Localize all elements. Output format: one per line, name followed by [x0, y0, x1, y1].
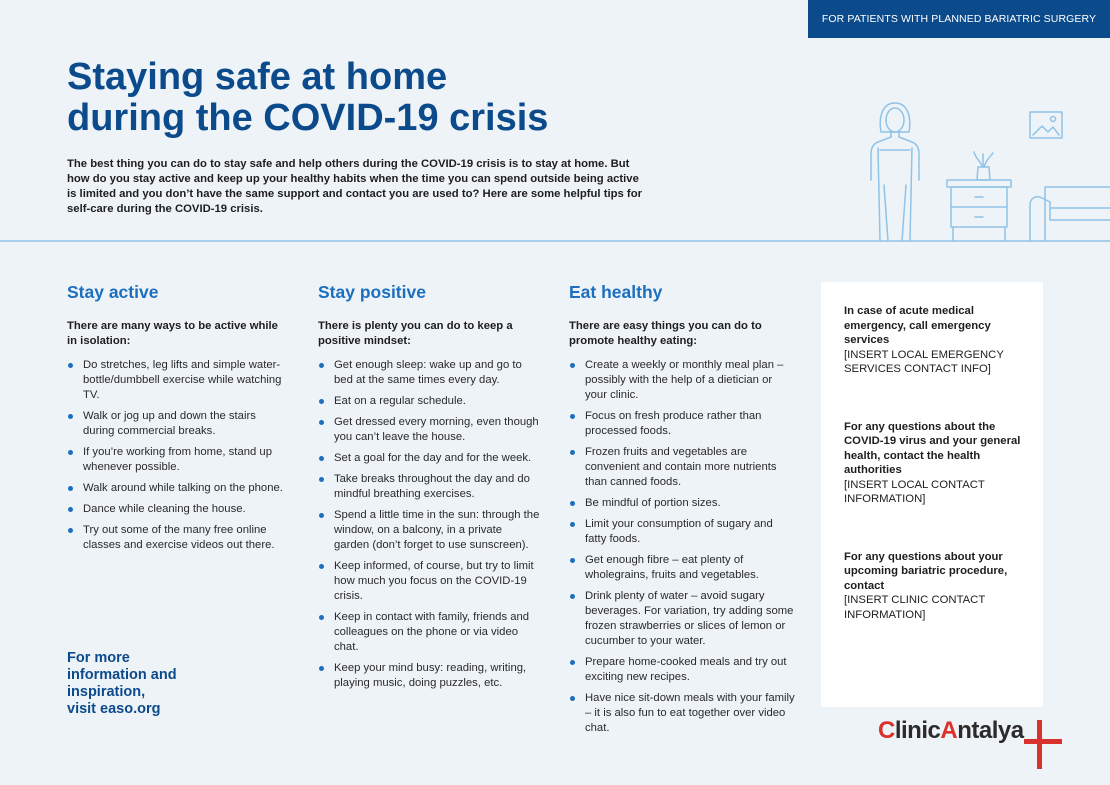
list-item: Focus on fresh produce rather than processed foods.: [569, 409, 795, 439]
emergency-contact: [844, 304, 1021, 377]
eat-healthy-heading: Eat healthy: [569, 282, 663, 302]
bullet-icon: [570, 660, 575, 665]
list-item: Prepare home-cooked meals and try out exciting new recipes.: [569, 655, 795, 685]
list-item: Set a goal for the day and for the week.: [318, 451, 540, 466]
more-info-link[interactable]: For more information and inspiration, visit easo.org: [67, 650, 177, 717]
bullet-icon: [68, 414, 73, 419]
bullet-icon: [570, 594, 575, 599]
eat-healthy-column: [569, 282, 795, 742]
contact-heading: For any questions about the COVID-19 virus and your general health, contact the health authorities: [844, 420, 1021, 476]
bullet-icon: [570, 363, 575, 368]
list-item: Try out some of the many free online classes and exercise videos out there.: [67, 523, 289, 553]
logo-wordmark: ClinicAntalya: [878, 717, 1024, 744]
picture-frame-icon: [1030, 112, 1062, 138]
list-item: Eat on a regular schedule.: [318, 394, 540, 409]
list-item: Get enough fibre – eat plenty of wholegrains, fruits and vegetables.: [569, 553, 795, 583]
bullet-icon: [570, 501, 575, 506]
list-item: Walk around while talking on the phone.: [67, 481, 289, 496]
list-item: Do stretches, leg lifts and simple water-bottle/dumbbell exercise while watching TV.: [67, 358, 289, 403]
clinic-contact: [844, 550, 1021, 623]
health-authority-contact: [844, 420, 1021, 507]
stay-active-heading: Stay active: [67, 282, 159, 302]
bullet-icon: [68, 486, 73, 491]
bullet-icon: [570, 696, 575, 701]
list-item: Get enough sleep: wake up and go to bed at the same times every day.: [318, 358, 540, 388]
list-item: Dance while cleaning the house.: [67, 502, 289, 517]
clinic-logo: [878, 713, 1068, 773]
medical-cross-icon: [878, 713, 1068, 773]
list-item: If you’re working from home, stand up whenever possible.: [67, 445, 289, 475]
stay-positive-lead: There is plenty you can do to keep a positive mindset:: [318, 320, 513, 347]
home-illustration: [0, 90, 1110, 250]
list-item: Create a weekly or monthly meal plan – possibly with the help of a dietician or your clinic.: [569, 358, 795, 403]
bullet-icon: [570, 450, 575, 455]
bullet-icon: [68, 363, 73, 368]
bullet-icon: [68, 528, 73, 533]
nightstand-icon: [947, 152, 1011, 241]
list-item: Drink plenty of water – avoid sugary beverages. For variation, try adding some frozen strawberries or slices of lemon or cucumber to your water.: [569, 589, 795, 649]
contact-info: [INSERT LOCAL EMERGENCY SERVICES CONTACT INFO]: [844, 348, 1004, 375]
bullet-icon: [319, 615, 324, 620]
contact-info: [INSERT LOCAL CONTACT INFORMATION]: [844, 478, 985, 505]
list-item: Keep your mind busy: reading, writing, playing music, doing puzzles, etc.: [318, 661, 540, 691]
stay-active-lead: There are many ways to be active while in isolation:: [67, 320, 278, 347]
list-item: Limit your consumption of sugary and fatty foods.: [569, 517, 795, 547]
bullet-icon: [570, 414, 575, 419]
audience-banner: FOR PATIENTS WITH PLANNED BARIATRIC SURGERY: [808, 0, 1110, 38]
intro-paragraph: The best thing you can do to stay safe and help others during the COVID-19 crisis is to stay at home. But how do you stay active and keep up your healthy habits when the time you can spend outside being active is limited and you don’t have the same support and contact you are used to? Here are some helpful tips for self-care during the COVID-19 crisis.: [67, 158, 642, 215]
bullet-icon: [68, 450, 73, 455]
bullet-icon: [319, 666, 324, 671]
bullet-icon: [319, 363, 324, 368]
bullet-icon: [319, 513, 324, 518]
list-item: Have nice sit-down meals with your family – it is also fun to eat together over video chat.: [569, 691, 795, 736]
bullet-icon: [319, 456, 324, 461]
list-item: Walk or jog up and down the stairs during commercial breaks.: [67, 409, 289, 439]
stay-active-column: [67, 282, 289, 559]
bullet-icon: [319, 564, 324, 569]
title-line-2: during the COVID-19 crisis: [67, 97, 549, 139]
bullet-icon: [68, 507, 73, 512]
list-item: Spend a little time in the sun: through the window, on a balcony, in a private garden (don’t forget to use sunscreen).: [318, 508, 540, 553]
woman-figure-icon: [871, 103, 919, 241]
stay-positive-heading: Stay positive: [318, 282, 426, 302]
list-item: Keep in contact with family, friends and colleagues on the phone or via video chat.: [318, 610, 540, 655]
list-item: Be mindful of portion sizes.: [569, 496, 795, 511]
title-line-1: Staying safe at home: [67, 56, 448, 98]
bullet-icon: [319, 399, 324, 404]
list-item: Take breaks throughout the day and do mindful breathing exercises.: [318, 472, 540, 502]
stay-positive-column: [318, 282, 540, 697]
stay-active-list: [67, 358, 289, 553]
eat-healthy-lead: There are easy things you can do to promote healthy eating:: [569, 320, 762, 347]
contact-info: [INSERT CLINIC CONTACT INFORMATION]: [844, 594, 986, 621]
contact-heading: In case of acute medical emergency, call emergency services: [844, 305, 991, 346]
stay-positive-list: [318, 358, 540, 691]
bullet-icon: [319, 477, 324, 482]
bullet-icon: [570, 522, 575, 527]
contact-heading: For any questions about your upcoming bariatric procedure, contact: [844, 550, 1008, 592]
bullet-icon: [570, 558, 575, 563]
list-item: Keep informed, of course, but try to limit how much you focus on the COVID-19 crisis.: [318, 559, 540, 604]
bullet-icon: [319, 420, 324, 425]
list-item: Get dressed every morning, even though you can’t leave the house.: [318, 415, 540, 445]
eat-healthy-list: [569, 358, 795, 736]
list-item: Frozen fruits and vegetables are convenient and contain more nutrients than canned foods.: [569, 445, 795, 490]
contact-panel: [821, 282, 1043, 707]
sofa-icon: [1030, 187, 1110, 241]
